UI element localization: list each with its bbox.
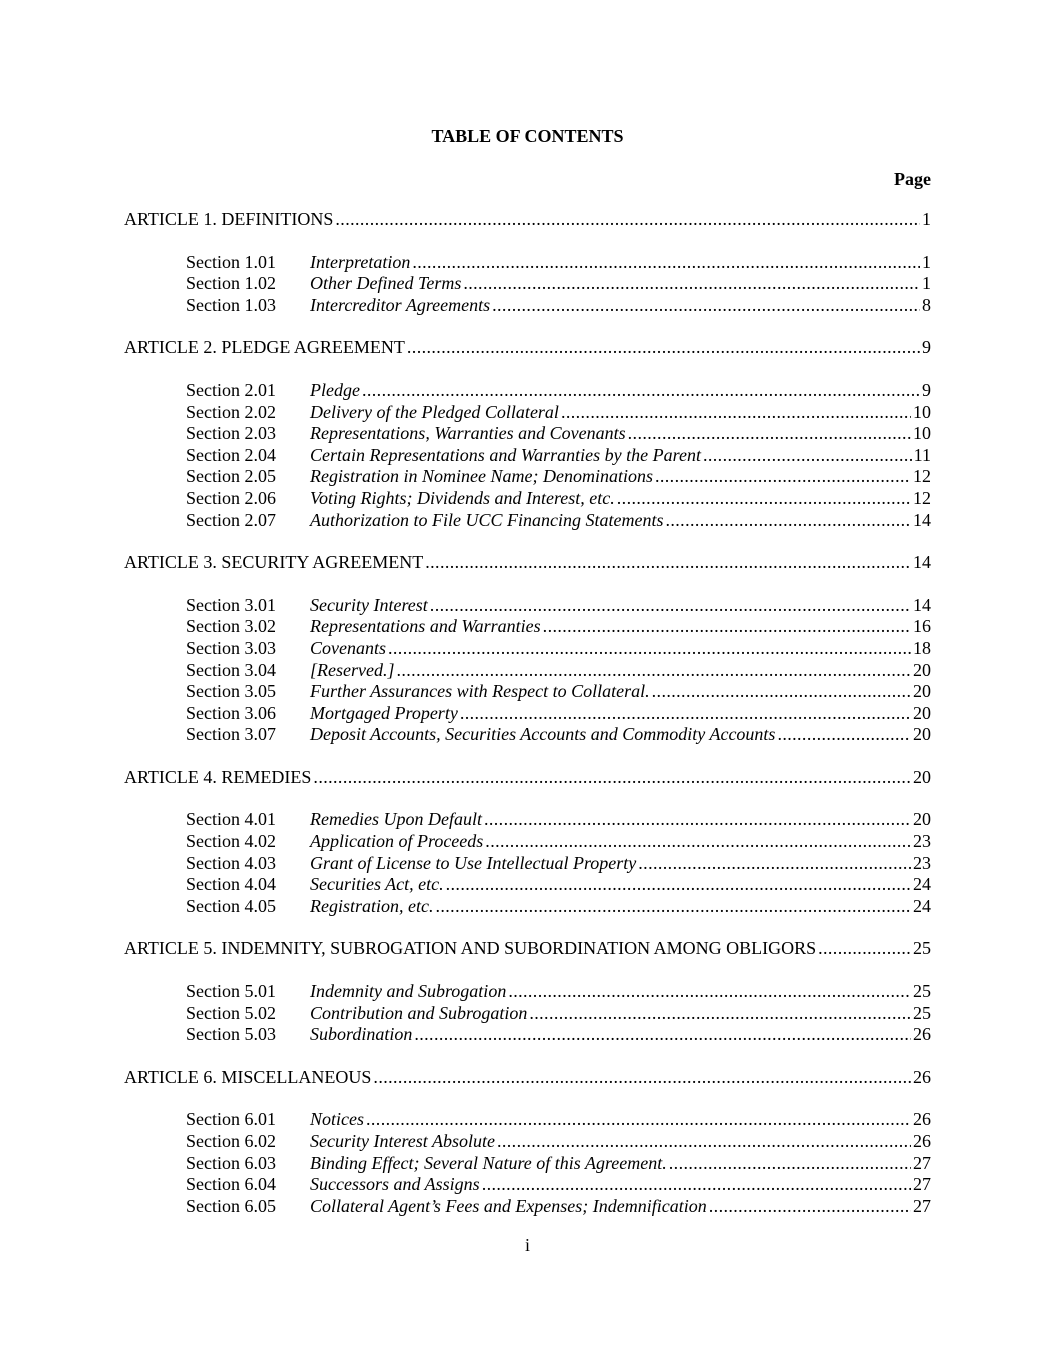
toc-title: TABLE OF CONTENTS [431, 126, 624, 146]
toc-article-entry[interactable] [124, 938, 931, 960]
toc-section-entry[interactable] [124, 660, 931, 682]
section-title: Voting Rights; Dividends and Interest, etc. [310, 487, 615, 508]
dot-leader [425, 552, 911, 574]
toc-section-entry[interactable] [124, 488, 931, 510]
dot-leader [362, 380, 920, 402]
dot-leader [561, 402, 911, 424]
dot-leader [665, 510, 911, 532]
section-title: Successors and Assigns [310, 1174, 480, 1195]
section-title: Contribution and Subrogation [310, 1002, 528, 1023]
section-number: Section 3.06 [186, 702, 276, 723]
section-number: Section 3.02 [186, 616, 276, 637]
section-number: Section 2.06 [186, 487, 276, 508]
section-number: Section 2.07 [186, 509, 276, 530]
section-number: Section 3.05 [186, 681, 276, 702]
section-title: Notices [310, 1109, 364, 1130]
page-number: i [524, 1235, 530, 1255]
section-number: Section 6.01 [186, 1109, 276, 1130]
section-title: Security Interest Absolute [310, 1131, 495, 1151]
toc-section-entry[interactable] [124, 616, 931, 638]
article-label: ARTICLE 3. SECURITY AGREEMENT [124, 552, 424, 573]
toc-section-entry[interactable] [124, 1174, 931, 1196]
dot-leader [484, 809, 911, 831]
dot-leader [818, 938, 911, 960]
section-number: Section 2.04 [186, 444, 276, 465]
section-title: Interpretation [310, 251, 411, 272]
section-page-number: 27 [913, 1152, 931, 1173]
article-label: ARTICLE 1. DEFINITIONS [124, 209, 334, 229]
dot-leader [617, 488, 911, 510]
section-number: Section 3.01 [186, 594, 276, 615]
toc-section-entry[interactable] [124, 831, 931, 853]
article-page-number: 20 [913, 766, 931, 787]
section-number: Section 2.03 [186, 423, 276, 444]
section-page-number: 12 [913, 487, 931, 508]
toc-section-entry[interactable] [124, 1196, 931, 1218]
section-page-number: 25 [913, 981, 931, 1002]
dot-leader [446, 874, 911, 896]
section-title: Other Defined Terms [310, 273, 462, 294]
section-number: Section 2.02 [186, 401, 276, 422]
section-page-number: 25 [913, 1002, 931, 1023]
article-label: ARTICLE 5. INDEMNITY, SUBROGATION AND SUBORDINATION AMONG OBLIGORS [124, 938, 817, 959]
toc-section-entry[interactable] [124, 853, 931, 875]
toc-section-entry[interactable] [124, 1003, 931, 1025]
section-number: Section 6.04 [186, 1174, 276, 1195]
dot-leader [777, 724, 911, 746]
section-title: Deposit Accounts, Securities Accounts and Commodity Accounts [310, 724, 776, 745]
dot-leader [628, 423, 911, 445]
toc-article-entry[interactable] [124, 209, 931, 231]
toc-section-entry[interactable] [124, 724, 931, 746]
section-number: Section 3.07 [186, 724, 276, 745]
section-title: Subordination [310, 1024, 413, 1045]
dot-leader [435, 896, 911, 918]
section-page-number: 20 [913, 681, 931, 702]
section-title: Intercreditor Agreements [310, 294, 491, 315]
dot-leader [529, 1003, 911, 1025]
section-number: Section 3.03 [186, 637, 276, 658]
toc-section-entry[interactable] [124, 402, 931, 424]
section-page-number: 26 [913, 1024, 931, 1045]
section-list [124, 981, 931, 1046]
section-number: Section 1.02 [186, 273, 276, 294]
toc-section-entry[interactable] [124, 874, 931, 896]
section-title: Collateral Agent’s Fees and Expenses; Indemnification [310, 1195, 707, 1216]
toc-section-entry[interactable] [124, 380, 931, 402]
table-of-contents [124, 209, 931, 1238]
section-number: Section 3.04 [186, 659, 276, 680]
section-page-number: 27 [913, 1174, 931, 1195]
dot-leader [497, 1131, 911, 1153]
section-page-number: 24 [913, 874, 931, 895]
section-title: Authorization to File UCC Financing Statements [310, 509, 664, 530]
article-label: ARTICLE 6. MISCELLANEOUS [124, 1066, 372, 1087]
section-page-number: 20 [913, 659, 931, 680]
toc-article-entry[interactable] [124, 1067, 931, 1089]
section-title: Grant of License to Use Intellectual Property [310, 852, 637, 873]
dot-leader [407, 337, 920, 359]
section-list [124, 809, 931, 917]
section-page-number: 24 [913, 895, 931, 916]
section-title: Pledge [310, 379, 360, 400]
section-page-number: 26 [913, 1109, 931, 1130]
section-page-number: 23 [913, 831, 931, 852]
section-number: Section 4.03 [186, 852, 276, 873]
dot-leader [396, 660, 911, 682]
toc-section-entry[interactable] [124, 466, 931, 488]
dot-leader [463, 273, 920, 295]
section-title: Indemnity and Subrogation [310, 981, 507, 1002]
dot-leader [373, 1067, 911, 1089]
section-title: Covenants [310, 637, 386, 658]
section-list [124, 595, 931, 746]
section-page-number: 12 [913, 466, 931, 487]
article-page-number: 14 [913, 552, 931, 573]
section-title: Application of Proceeds [310, 831, 484, 852]
section-title: [Reserved.] [310, 659, 395, 680]
toc-article-entry[interactable] [124, 767, 931, 789]
section-title: Representations and Warranties [310, 616, 541, 637]
dot-leader [703, 445, 912, 467]
toc-section-entry[interactable] [124, 681, 931, 703]
section-number: Section 4.05 [186, 895, 276, 916]
section-page-number: 10 [913, 401, 931, 422]
toc-section-entry[interactable] [124, 896, 931, 918]
article-page-number: 25 [913, 938, 931, 959]
section-page-number: 20 [913, 724, 931, 745]
section-page-number: 9 [922, 379, 931, 400]
dot-leader [543, 616, 911, 638]
toc-section-entry[interactable] [124, 1109, 931, 1131]
toc-section-entry[interactable] [124, 423, 931, 445]
article-page-number: 26 [913, 1066, 931, 1087]
section-list [124, 380, 931, 531]
dot-leader [709, 1196, 911, 1218]
section-title: Security Interest [310, 594, 428, 615]
section-page-number: 14 [913, 594, 931, 615]
dot-leader [485, 831, 911, 853]
dot-leader [482, 1174, 911, 1196]
article-page-number: 9 [922, 337, 931, 358]
section-number: Section 1.03 [186, 294, 276, 315]
section-title: Delivery of the Pledged Collateral [310, 401, 559, 422]
dot-leader [508, 981, 911, 1003]
dot-leader [669, 1153, 911, 1175]
toc-section-entry[interactable] [124, 703, 931, 725]
section-list [124, 252, 931, 317]
section-title: Registration in Nominee Name; Denominations [310, 466, 653, 487]
section-page-number: 1 [922, 251, 931, 272]
toc-section-entry[interactable] [124, 295, 931, 317]
section-title: Securities Act, etc. [310, 874, 444, 895]
dot-leader [430, 595, 911, 617]
section-page-number: 27 [913, 1195, 931, 1216]
dot-leader [638, 853, 911, 875]
toc-section-entry[interactable] [124, 510, 931, 532]
dot-leader [460, 703, 911, 725]
dot-leader [412, 252, 920, 274]
section-page-number: 11 [913, 444, 931, 465]
section-number: Section 2.01 [186, 379, 276, 400]
dot-leader [388, 638, 911, 660]
dot-leader [313, 767, 911, 789]
article-label: ARTICLE 4. REMEDIES [124, 766, 312, 787]
section-title: Remedies Upon Default [310, 809, 482, 830]
toc-section-entry[interactable] [124, 981, 931, 1003]
section-title: Certain Representations and Warranties by the Parent [310, 444, 701, 465]
toc-article-entry[interactable] [124, 552, 931, 574]
section-list [124, 1109, 931, 1217]
section-number: Section 6.05 [186, 1195, 276, 1216]
section-page-number: 14 [913, 509, 931, 530]
section-number: Section 5.01 [186, 981, 276, 1002]
article-page-number: 1 [922, 209, 931, 229]
toc-section-entry[interactable] [124, 1024, 931, 1046]
page-column-header: Page [894, 169, 931, 189]
section-number: Section 6.03 [186, 1152, 276, 1173]
dot-leader [366, 1109, 911, 1131]
toc-section-entry[interactable] [124, 273, 931, 295]
toc-section-entry[interactable] [124, 595, 931, 617]
section-number: Section 4.02 [186, 831, 276, 852]
section-page-number: 20 [913, 702, 931, 723]
toc-section-entry[interactable] [124, 252, 931, 274]
section-number: Section 5.02 [186, 1002, 276, 1023]
toc-section-entry[interactable] [124, 445, 931, 467]
section-title: Binding Effect; Several Nature of this Agreement. [310, 1152, 667, 1173]
section-number: Section 1.01 [186, 251, 276, 272]
section-title: Representations, Warranties and Covenants [310, 423, 626, 444]
toc-section-entry[interactable] [124, 809, 931, 831]
dot-leader [335, 209, 920, 231]
section-number: Section 5.03 [186, 1024, 276, 1045]
section-page-number: 10 [913, 423, 931, 444]
dot-leader [652, 681, 911, 703]
section-number: Section 4.01 [186, 809, 276, 830]
dot-leader [414, 1024, 911, 1046]
section-page-number: 20 [913, 809, 931, 830]
section-title: Registration, etc. [310, 895, 434, 916]
section-page-number: 8 [922, 294, 931, 315]
section-page-number: 16 [913, 616, 931, 637]
section-number: Section 6.02 [186, 1131, 276, 1151]
section-page-number: 23 [913, 852, 931, 873]
article-label: ARTICLE 2. PLEDGE AGREEMENT [124, 337, 405, 358]
section-title: Further Assurances with Respect to Collateral. [310, 681, 650, 702]
section-page-number: 26 [913, 1131, 931, 1151]
dot-leader [655, 466, 911, 488]
dot-leader [492, 295, 920, 317]
section-page-number: 1 [922, 273, 931, 294]
toc-section-entry[interactable] [124, 1131, 931, 1153]
section-title: Mortgaged Property [310, 702, 458, 723]
section-number: Section 4.04 [186, 874, 276, 895]
section-page-number: 18 [913, 637, 931, 658]
toc-section-entry[interactable] [124, 1153, 931, 1175]
toc-article-entry[interactable] [124, 337, 931, 359]
toc-section-entry[interactable] [124, 638, 931, 660]
section-number: Section 2.05 [186, 466, 276, 487]
